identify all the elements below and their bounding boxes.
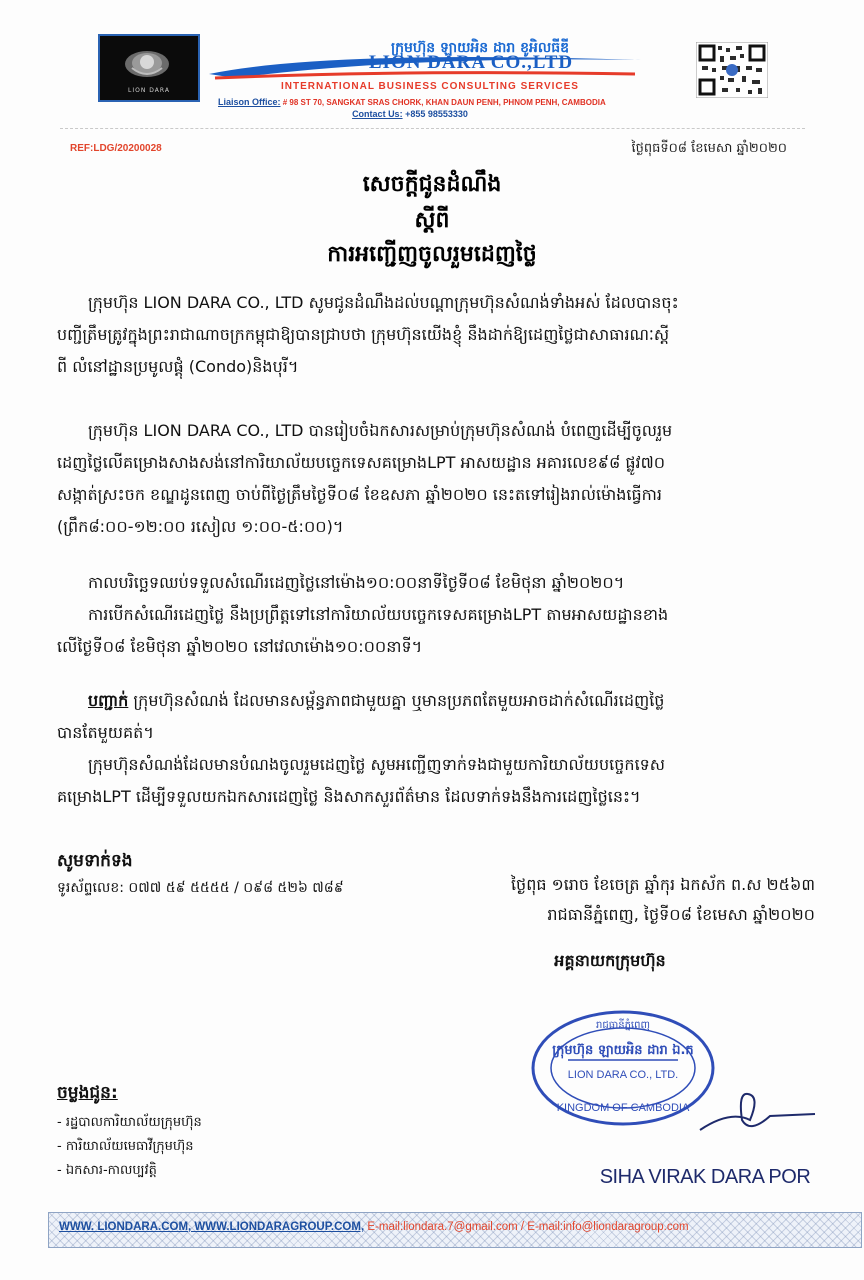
stamp-khmer-name: ក្រុមហ៊ុន ឡាយអិន ដារា ឯ.ក xyxy=(552,1043,694,1058)
paragraph-2-line: សង្កាត់ស្រះចក ខណ្ឌដូនពេញ ចាប់ពីថ្ងៃត្រឹមថ្ងៃទី០៨ ខែឧសភា ឆ្នាំ២០២០ នេះតទៅរៀងរាល់ម៉ោងធ្វើការ xyxy=(57,485,662,504)
footer-text xyxy=(59,1221,689,1233)
reference-number: REF:LDG/20200028 xyxy=(70,143,162,154)
paragraph-1-line: ក្រុមហ៊ុន LION DARA CO., LTD សូមជូនដំណឹងដល់បណ្តាក្រុមហ៊ុនសំណង់ទាំងអស់ ដែលបានចុះ xyxy=(88,293,679,312)
company-name-english: LION DARA CO.,LTD xyxy=(368,52,574,73)
paragraph-4-line: បានតែមួយគត់។ xyxy=(57,723,154,742)
paragraph-3-line: កាលបរិច្ឆេទឈប់ទទួលសំណើរដេញថ្លៃនៅម៉ោង១០:០០នាទីថ្ងៃទី០៨ ខែមិថុនា ឆ្នាំ២០២០។ xyxy=(88,573,625,592)
liaison-address: # 98 ST 70, SANGKAT SRAS CHORK, KHAN DAUN PENH, PHNOM PENH, CAMBODIA xyxy=(282,98,606,107)
note-label: បញ្ជាក់ xyxy=(88,691,129,710)
copy-to-item: - ការិយាល័យមេធាវីក្រុមហ៊ុន xyxy=(57,1139,194,1154)
paragraph-2-line: (ព្រឹក៨:០០-១២:០០ រសៀល ១:០០-៥:០០)។ xyxy=(57,517,344,536)
handwritten-signature xyxy=(690,1090,820,1140)
title-line-3: ការអញ្ជើញចូលរួមដេញថ្លៃ xyxy=(327,242,537,267)
contact-phone-numbers: ទូរស័ព្ទលេខ: ០៧៧ ៥៩ ៥៥៥៥ / ០៩៨ ៥២៦ ៧៨៩ xyxy=(57,880,344,896)
paragraph-2-line: ក្រុមហ៊ុន LION DARA CO., LTD បានរៀបចំឯកសារសម្រាប់ក្រុមហ៊ុនសំណង់ បំពេញដើម្បីចូលរួម xyxy=(88,421,673,440)
place-and-date: រាជធានីភ្នំពេញ, ថ្ងៃទី០៨ ខែមេសា ឆ្នាំ២០២០ xyxy=(547,905,815,924)
signer-name: SIHA VIRAK DARA POR xyxy=(599,1166,811,1188)
footer-band xyxy=(48,1212,862,1248)
copy-to-item: - រដ្ឋបាលការិយាល័យក្រុមហ៊ុន xyxy=(57,1115,202,1130)
copy-to-heading: ចម្លងជូន: xyxy=(57,1083,118,1103)
qr-code-icon xyxy=(696,42,768,98)
paragraph-1-line: បញ្ជីត្រឹមត្រូវក្នុងព្រះរាជាណាចក្រកម្ពុជាឱ្យបានជ្រាបថា ក្រុមហ៊ុនយើងខ្ញុំ នឹងដាក់ឱ្យដេញថ្លៃជាសាធារណៈស្តី xyxy=(57,325,670,344)
paragraph-3-line: ការបើកសំណើរដេញថ្លៃ នឹងប្រព្រឹត្តទៅនៅការិយាល័យបច្ចេកទេសគម្រោងLPT តាមអាសយដ្ឋានខាង xyxy=(88,605,669,624)
logo-caption: LION DARA xyxy=(128,87,170,94)
contact-phone: +855 98553330 xyxy=(405,109,468,119)
paragraph-2-line: ដេញថ្លៃលើគម្រោងសាងសង់នៅការិយាល័យបច្ចេកទេសគម្រោងLPT អាសយដ្ឋាន អគារលេខ៩៨ ផ្លូវ៧០ xyxy=(57,453,666,472)
paragraph-4-line: ក្រុមហ៊ុនសំណង់ដែលមានបំណងចូលរួមដេញថ្លៃ សូមអញ្ជើញទាក់ទងជាមួយការិយាល័យបច្ចេកទេស xyxy=(88,755,666,774)
company-logo xyxy=(98,34,200,102)
lion-logo-icon xyxy=(122,46,172,80)
contact-us xyxy=(330,109,490,119)
paragraph-4-line xyxy=(88,690,808,714)
company-tagline: INTERNATIONAL BUSINESS CONSULTING SERVICES xyxy=(281,81,579,92)
note-text: ក្រុមហ៊ុនសំណង់ ដែលមានសម្ព័ន្ធភាពជាមួយគ្នា ឬមានប្រភពតែមួយអាចដាក់សំណើរដេញថ្លៃ xyxy=(133,691,665,710)
stamp-english-name: LION DARA CO., LTD. xyxy=(567,1069,679,1081)
letter-date: ថ្ងៃពុធទី០៨ ខែមេសា ឆ្នាំ២០២០ xyxy=(631,141,787,156)
stamp-khmer-top: រាជធានីភ្នំពេញ xyxy=(596,1020,650,1031)
signer-title: អគ្គនាយកក្រុមហ៊ុន xyxy=(554,951,666,970)
header-divider xyxy=(60,128,805,129)
paragraph-3-line: លើថ្ងៃទី០៨ ខែមិថុនា ឆ្នាំ២០២០ នៅវេលាម៉ោង១០:០០នាទី។ xyxy=(57,637,423,656)
stamp-ring-text: KINGDOM OF CAMBODIA xyxy=(556,1102,690,1114)
paragraph-1-line: ពី លំនៅដ្ឋានប្រមូលផ្តុំ (Condo)និងបុរី។ xyxy=(57,357,299,376)
footer-emails[interactable]: E-mail:liondara.7@gmail.com / E-mail:info@liondaragroup.com xyxy=(367,1221,689,1233)
paragraph-4-line: គម្រោងLPT ដើម្បីទទួលយកឯកសារដេញថ្លៃ និងសាកសួរព័ត៌មាន ដែលទាក់ទងនឹងការដេញថ្លៃនេះ។ xyxy=(57,787,641,806)
title-line-1: សេចក្តីជូនដំណឹង xyxy=(362,172,502,197)
lunar-date: ថ្ងៃពុធ ១រោច ខែចេត្រ ឆ្នាំកុរ ឯកស័ក ព.ស ២៥៦៣ xyxy=(510,875,815,894)
footer-websites[interactable]: WWW. LIONDARA.COM, WWW.LIONDARAGROUP.COM, xyxy=(59,1221,365,1233)
contact-heading: សូមទាក់ទង xyxy=(57,851,133,871)
contact-label: Contact Us: xyxy=(352,109,403,119)
company-name-khmer: ក្រុមហ៊ុន ឡាយអិន ដារា ខូអិលធីឌី xyxy=(390,40,570,56)
liaison-label: Liaison Office: xyxy=(218,97,281,107)
liaison-office xyxy=(218,97,648,107)
copy-to-item: - ឯកសារ-កាលប្បវត្តិ xyxy=(57,1163,157,1178)
title-line-2: ស្តីពី xyxy=(414,208,450,233)
